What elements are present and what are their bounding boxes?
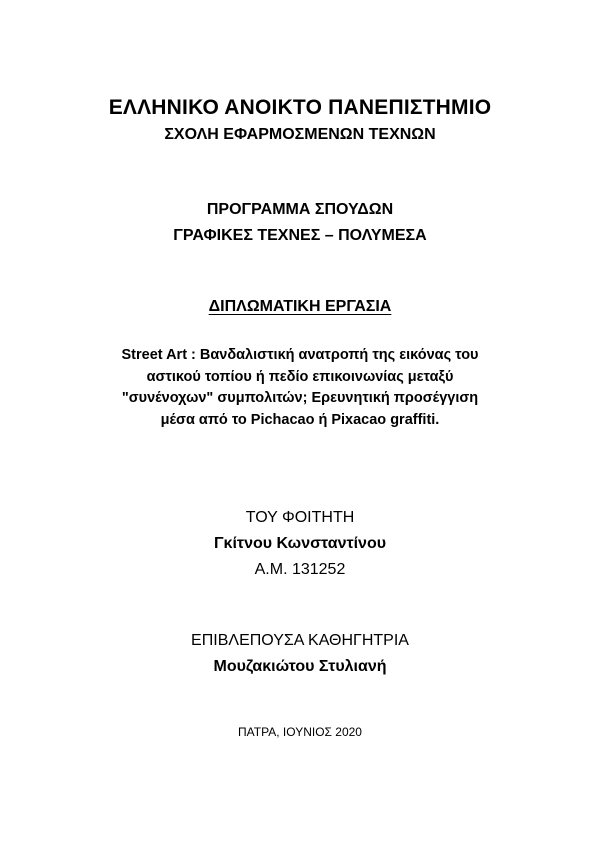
supervisor-label: ΕΠΙΒΛΕΠΟΥΣΑ ΚΑΘΗΓΗΤΡΙΑ [191, 632, 409, 649]
place-date: ΠΑΤΡΑ, ΙΟΥΝΙΟΣ 2020 [238, 725, 362, 739]
thesis-title-line: αστικού τοπίου ή πεδίο επικοινωνίας μεταξύ [146, 368, 454, 385]
thesis-title-line: "συνένοχων" συμπολιτών; Ερευνητική προσέγγιση [121, 390, 479, 406]
supervisor-name: Μουζακιώτου Στυλιανή [213, 658, 387, 675]
student-label: ΤΟΥ ΦΟΙΤΗΤΗ [245, 509, 355, 526]
thesis-title-line: Street Art : Βανδαλιστική ανατροπή της εικόνας του [121, 347, 479, 363]
program-name: ΓΡΑΦΙΚΕΣ ΤΕΧΝΕΣ – ΠΟΛΥΜΕΣΑ [173, 227, 427, 244]
thesis-title-line: μέσα από το Pichacao ή Pixacao graffiti. [160, 411, 440, 428]
thesis-title [90, 345, 510, 431]
university-name: ΕΛΛΗΝΙΚΟ ΑΝΟΙΚΤΟ ΠΑΝΕΠΙΣΤΗΜΙΟ [108, 96, 492, 119]
program-label: ΠΡΟΓΡΑΜΜΑ ΣΠΟΥΔΩΝ [206, 201, 394, 218]
thesis-label-text: ΔΙΠΛΩΜΑΤΙΚΗ ΕΡΓΑΣΙΑ [208, 298, 392, 315]
school-name: ΣΧΟΛΗ ΕΦΑΡΜΟΣΜΕΝΩΝ ΤΕΧΝΩΝ [164, 126, 436, 143]
thesis-label [0, 298, 600, 316]
student-name: Γκίτνου Κωνσταντίνου [213, 535, 387, 552]
student-id: Α.Μ. 131252 [254, 561, 346, 578]
